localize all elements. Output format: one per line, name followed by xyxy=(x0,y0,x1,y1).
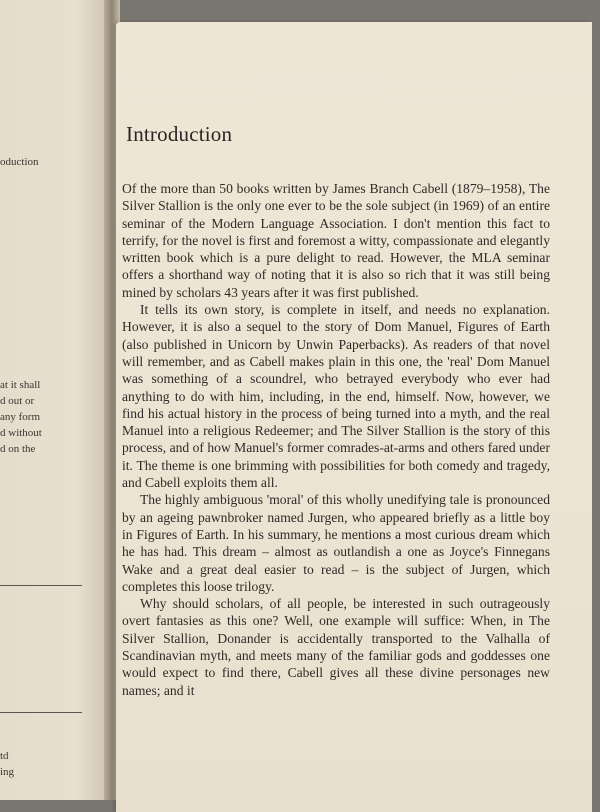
left-page-rule xyxy=(0,712,82,713)
left-text-fragment: d without xyxy=(0,427,42,439)
left-text-fragment: d out or xyxy=(0,395,35,407)
left-running-head-fragment: oduction xyxy=(0,156,39,168)
paragraph: The highly ambiguous 'moral' of this wholly unedifying tale is pronounced by an ageing pawnbroker named Jurgen, who appeared briefly as a little boy in Figures of Earth. In his summary, he mentions a most curious dream which he has had. This dream – almost as outlandish a one as Joyce's Finnegans Wake and a great deal easier to read – is the subject of Jurgen, which completes this loose trilogy. xyxy=(122,492,550,594)
left-page xyxy=(0,0,110,800)
left-text-fragment: d on the xyxy=(0,443,36,455)
paragraph: It tells its own story, is complete in itself, and needs no explanation. However, it is also a sequel to the story of Dom Manuel, Figures of Earth (also published in Unicorn by Unwin Paperbacks). As readers of that novel will remember, and as Cabell makes plain in this one, the 'real' Dom Manuel was something of a scoundrel, who betrayed everybody who ever had anything to do with him, including, in the end, himself. Now, however, we find his actual history in the process of being turned into a myth, and the real Manuel into a religious Redeemer; and The Silver Stallion is the story of this process, and of how Manuel's former comrades-at-arms and others fared under it. The theme is one brimming with possibilities for both comedy and tragedy, and Cabell exploits them all. xyxy=(122,302,550,491)
right-page xyxy=(116,22,592,812)
left-text-fragment: any form xyxy=(0,411,41,423)
left-text-fragment: at it shall xyxy=(0,379,41,391)
chapter-heading: Introduction xyxy=(126,122,233,146)
left-page-rule xyxy=(0,585,82,586)
paragraph: Why should scholars, of all people, be interested in such outrageously overt fantasies as this one? Well, one example will suffice: When, in The Silver Stallion, Donander is accidentally transported to the Valhalla of Scandinavian myth, and meets many of the familiar gods and goddesses one would expect to find there, Cabell gives all these divine personages new names; and it xyxy=(122,596,550,698)
left-bottom-fragment: ing xyxy=(0,766,15,778)
body-text xyxy=(122,180,550,699)
left-bottom-fragment: td xyxy=(0,750,9,762)
paragraph: Of the more than 50 books written by James Branch Cabell (1879–1958), The Silver Stallion is the only one ever to be the sole subject (in 1969) of an entire seminar of the Modern Language Association. I don't mention this fact to terrify, for the novel is first and foremost a witty, compassionate and elegantly written book which is a pure delight to read. However, the MLA seminar offers a shorthand way of noting that it is also so rich that it was still being mined by scholars 43 years after it was first published. xyxy=(122,181,550,300)
